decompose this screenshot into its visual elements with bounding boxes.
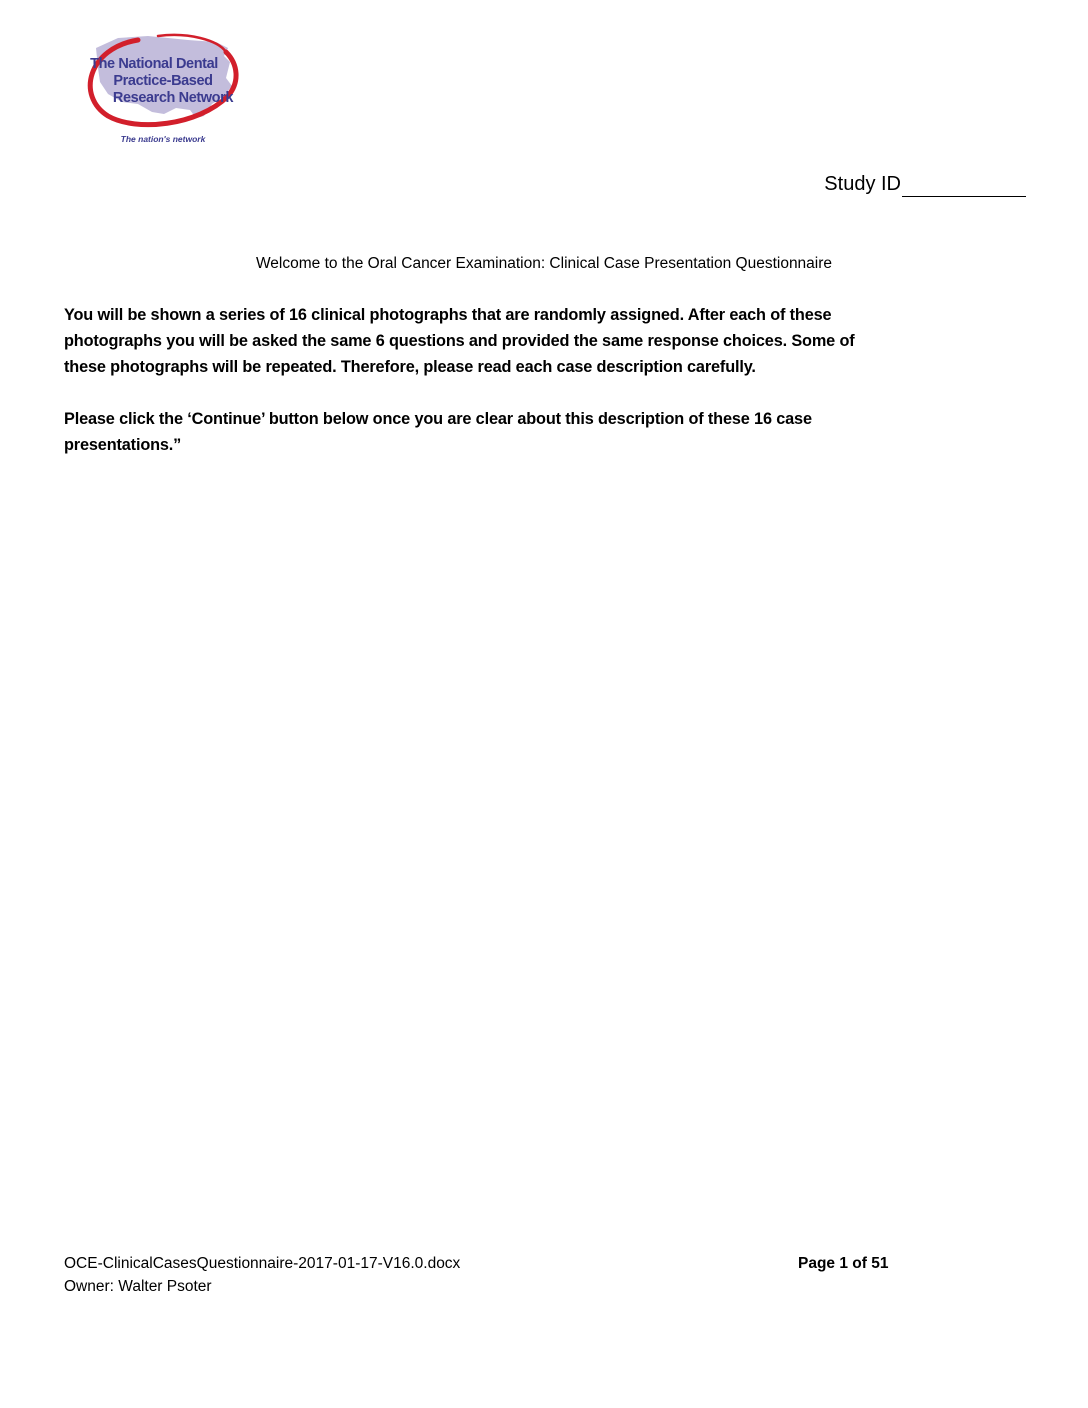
instructions-line: You will be shown a series of 16 clinical photographs that are randomly assigned. After each of these: [64, 306, 832, 324]
instructions-line: photographs you will be asked the same 6 questions and provided the same response choices. Some of: [64, 332, 855, 350]
footer-document-info: [64, 1252, 460, 1298]
logo-line-1: The National Dental: [90, 56, 218, 72]
continue-instructions-paragraph: [64, 406, 1014, 458]
instructions-line: Please click the ‘Continue’ button below once you are clear about this description of these 16 case: [64, 410, 812, 428]
logo-tagline: The nation's network: [120, 134, 206, 144]
study-id-label: Study ID: [824, 173, 901, 195]
instructions-line: these photographs will be repeated. Therefore, please read each case description carefully.: [64, 358, 756, 376]
page-number: Page 1 of 51: [798, 1255, 889, 1272]
study-id-field: [824, 171, 1026, 197]
study-id-blank[interactable]: [902, 174, 1026, 197]
welcome-heading: Welcome to the Oral Cancer Examination: Clinical Case Presentation Questionnaire: [255, 255, 833, 272]
footer-owner: Owner: Walter Psoter: [64, 1278, 212, 1295]
footer-filename: OCE-ClinicalCasesQuestionnaire-2017-01-17-V16.0.docx: [64, 1255, 461, 1272]
instructions-paragraph: [64, 302, 1014, 380]
logo-line-3: Research Network: [112, 90, 234, 106]
logo-wordmark: [78, 56, 240, 107]
network-logo: [78, 26, 248, 150]
logo-line-2: Practice-Based: [113, 73, 213, 89]
instructions-line: presentations.”: [64, 436, 182, 454]
